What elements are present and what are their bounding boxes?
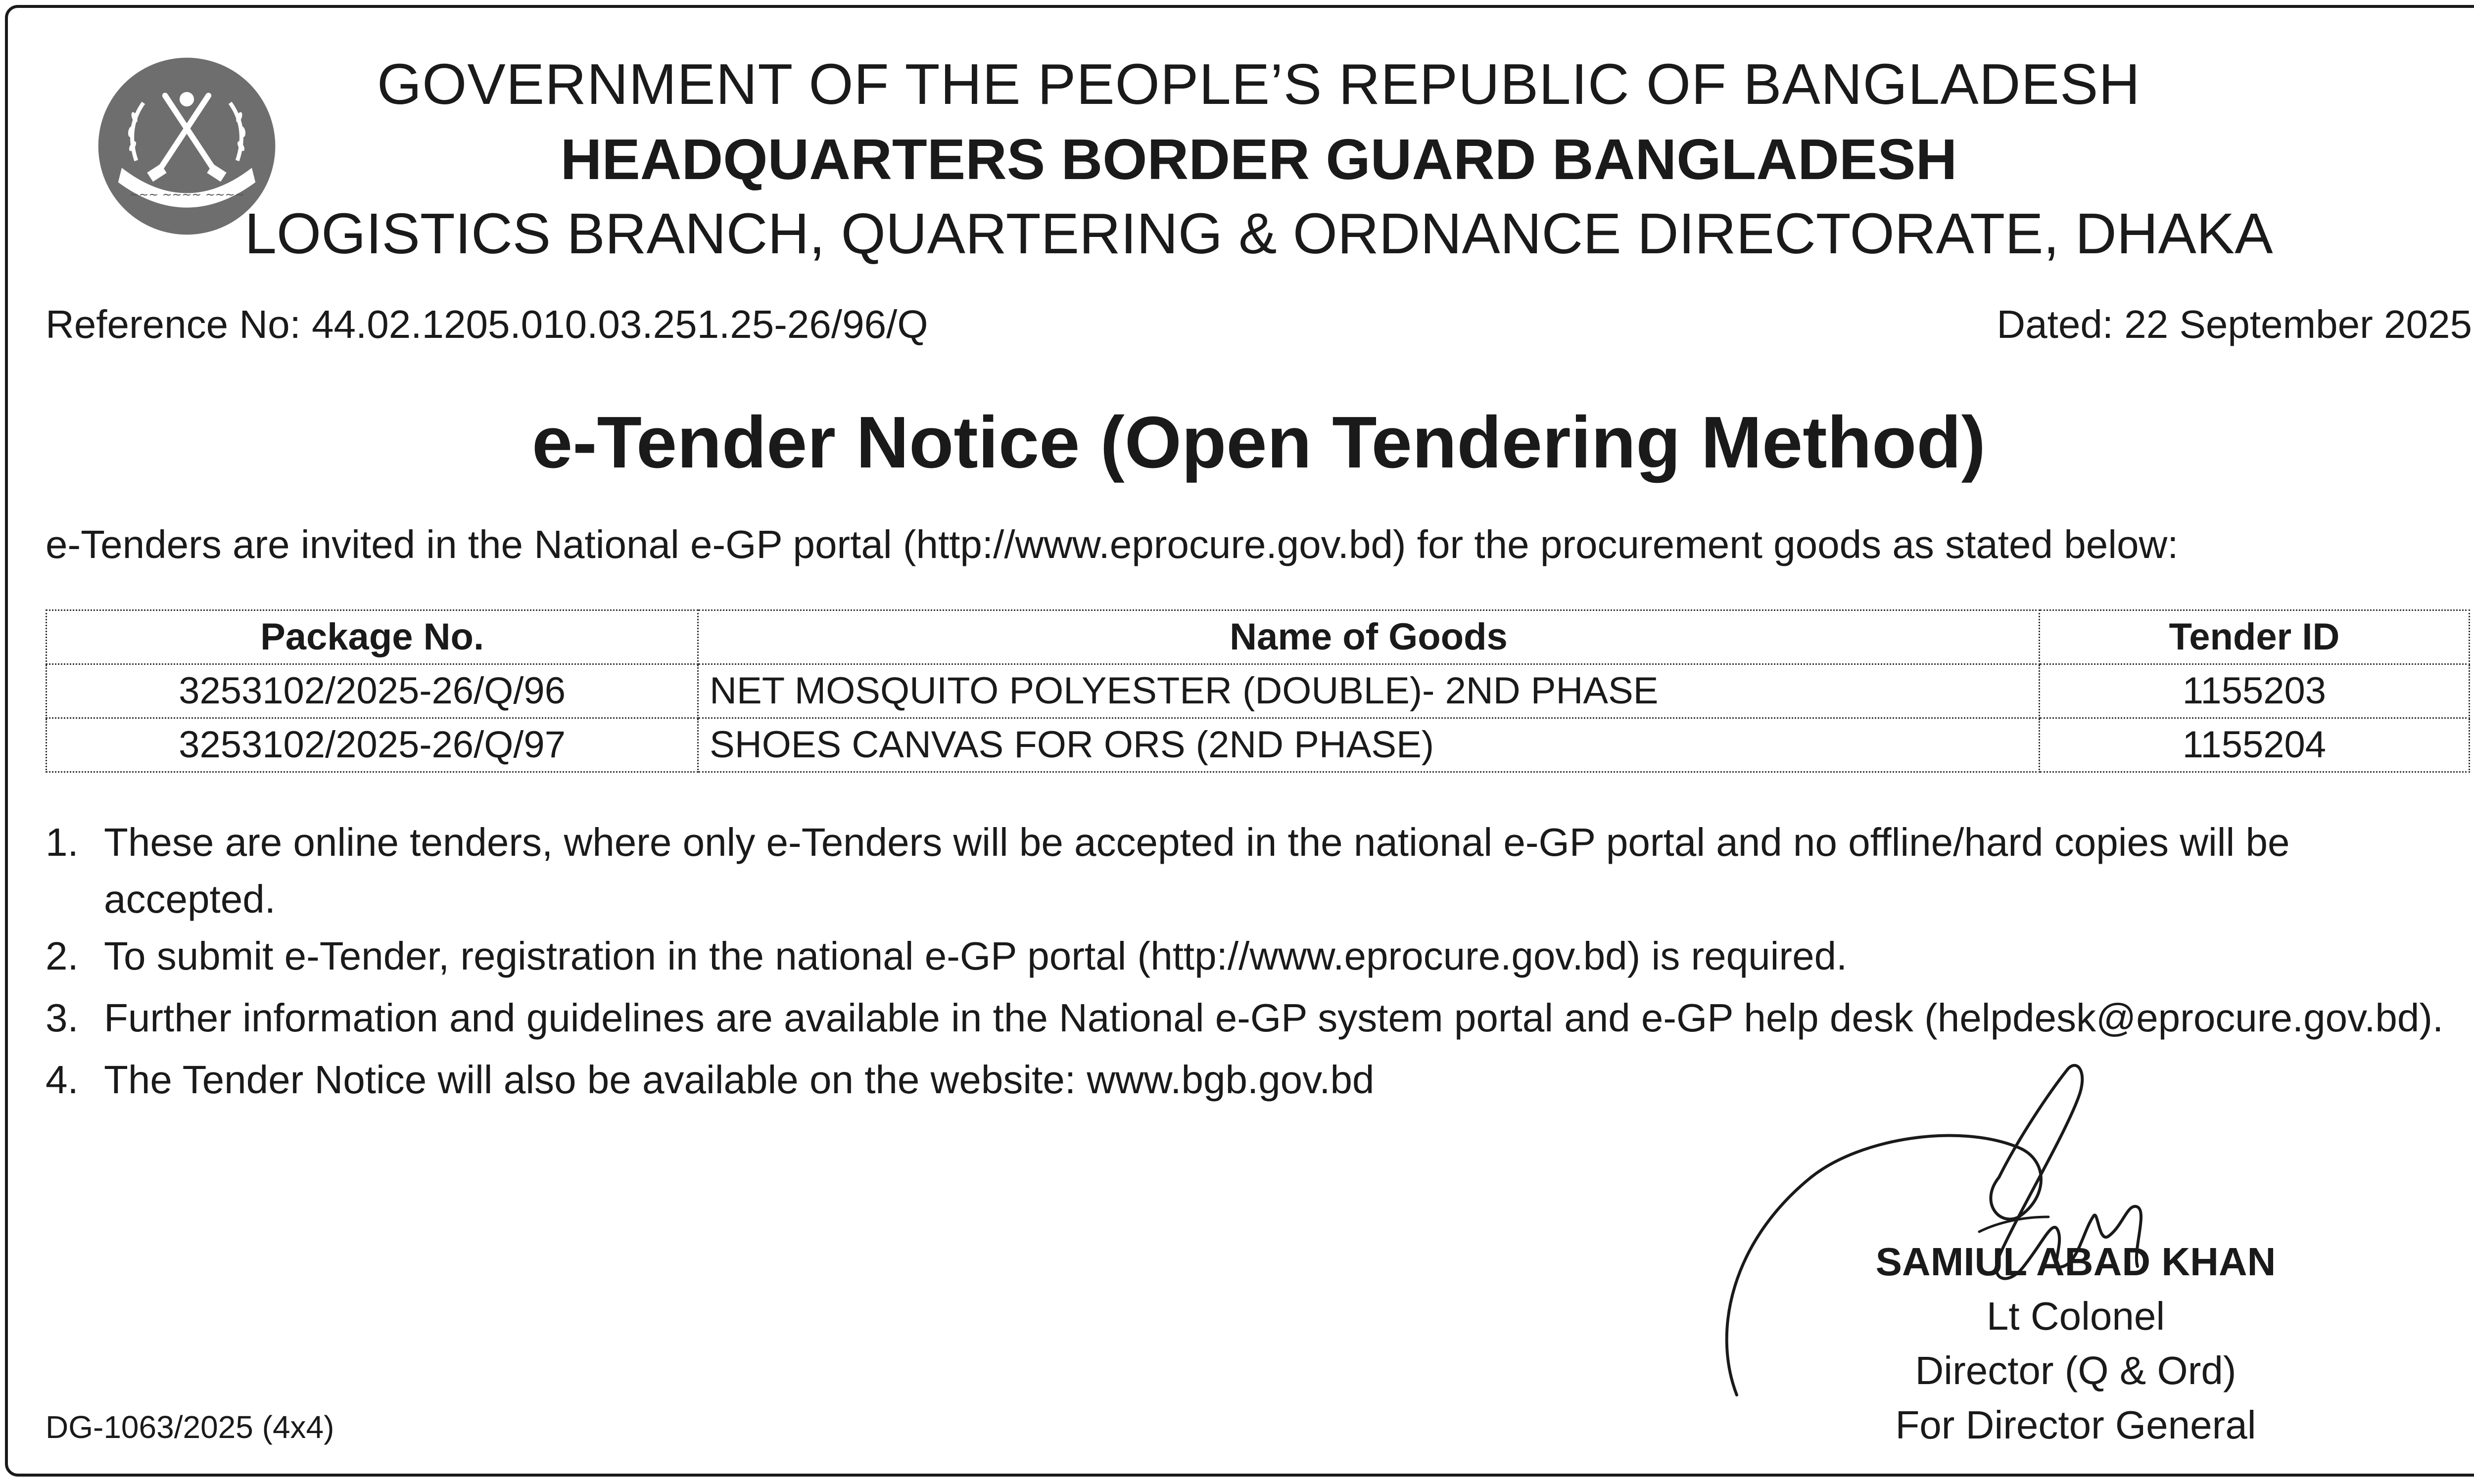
table-header-row: [47, 610, 2470, 664]
tender-table: [46, 609, 2470, 773]
header-headquarters: HEADQUARTERS BORDER GUARD BANGLADESH: [560, 127, 1957, 191]
note-text: The Tender Notice will also be available on the website: www.bgb.gov.bd: [104, 1058, 1375, 1102]
note-text: To submit e-Tender, registration in the national e-GP portal (http://www.eprocure.gov.bd) is required.: [104, 934, 1848, 978]
note-text: Further information and guidelines are available in the National e-GP system portal and e-GP help desk (helpdesk@eprocure.gov.bd).: [104, 996, 2444, 1040]
tender-id-cell: 1155203: [2039, 664, 2469, 718]
signatory-rank: Lt Colonel: [1986, 1294, 2165, 1338]
tender-id-cell: 1155204: [2039, 718, 2469, 772]
note-number: 3.: [46, 996, 79, 1040]
reference-number: Reference No: 44.02.1205.010.03.251.25-26/96/Q: [46, 302, 928, 346]
signatory-designation: Director (Q & Ord): [1915, 1348, 2236, 1392]
table-row: [47, 718, 2470, 772]
svg-text:~~~ ~~~~ ~~~~: ~~~ ~~~~ ~~~~: [129, 187, 245, 202]
goods-name-cell: NET MOSQUITO POLYESTER (DOUBLE)- 2ND PHASE: [698, 664, 2040, 718]
note-text: These are online tenders, where only e-Tenders will be accepted in the national e-GP portal and no offline/hard copies will be: [104, 820, 2290, 864]
header-directorate: LOGISTICS BRANCH, QUARTERING & ORDNANCE DIRECTORATE, DHAKA: [244, 201, 2273, 266]
column-header-tender-id: Tender ID: [2039, 610, 2469, 664]
notice-title: e-Tender Notice (Open Tendering Method): [531, 402, 1986, 483]
package-no-cell: 3253102/2025-26/Q/97: [47, 718, 698, 772]
note-number: 1.: [46, 820, 79, 864]
note-text-continued: accepted.: [104, 877, 276, 921]
note-number: 2.: [46, 934, 79, 978]
note-number: 4.: [46, 1058, 79, 1102]
notice-date: Dated: 22 September 2025: [1997, 302, 2472, 346]
goods-name-cell: SHOES CANVAS FOR ORS (2ND PHASE): [698, 718, 2040, 772]
package-no-cell: 3253102/2025-26/Q/96: [47, 664, 698, 718]
header-government: GOVERNMENT OF THE PEOPLE’S REPUBLIC OF BANGLADESH: [377, 52, 2141, 116]
signatory-for: For Director General: [1895, 1403, 2256, 1447]
column-header-name-of-goods: Name of Goods: [698, 610, 2040, 664]
footer-code: DG-1063/2025 (4x4): [46, 1409, 334, 1445]
table-row: [47, 664, 2470, 718]
intro-text: e-Tenders are invited in the National e-GP portal (http://www.eprocure.gov.bd) for the procurement goods as stated below:: [46, 522, 2179, 566]
signatory-name: SAMIUL ABAD KHAN: [1875, 1240, 2276, 1284]
column-header-package-no: Package No.: [47, 610, 698, 664]
